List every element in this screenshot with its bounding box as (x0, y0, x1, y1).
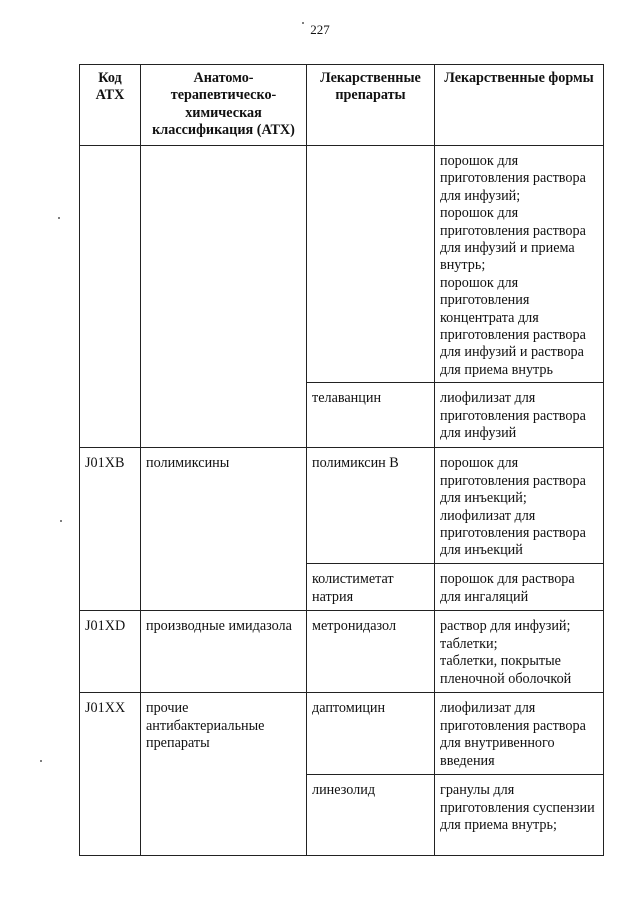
scan-speck (302, 22, 304, 24)
dosage-forms-cell (435, 693, 604, 775)
page-number: 227 (310, 22, 330, 37)
atx-classification-cell (141, 146, 307, 448)
atx-classification-cell: полимиксины (141, 448, 307, 611)
scan-speck (60, 520, 62, 522)
header-drugs: Лекарственные препараты (307, 65, 435, 146)
drug-name-cell: колистиметат натрия (307, 564, 435, 611)
dosage-form-item: порошок для приготовления раствора для инфузий; (440, 153, 586, 204)
dosage-form-item: раствор для инфузий; (440, 618, 571, 635)
dosage-forms-cell (435, 146, 604, 383)
table-row (80, 693, 604, 775)
atx-code-cell: J01XD (80, 611, 141, 693)
table-row (80, 146, 604, 383)
scan-speck (58, 217, 60, 219)
dosage-forms-cell (435, 383, 604, 448)
dosage-forms-cell (435, 448, 604, 564)
atx-classification-cell: производные имидазола (141, 611, 307, 693)
drug-name-cell: телаванцин (307, 383, 435, 448)
dosage-form-item: лиофилизат для приготовления раствора для внутривенного введения (440, 700, 586, 769)
atx-code-cell: J01XB (80, 448, 141, 611)
dosage-form-item: порошок для приготовления раствора для инъекций; (440, 455, 586, 507)
dosage-form-item: таблетки, покрытые пленочной оболочкой (440, 653, 572, 687)
dosage-forms-cell (435, 564, 604, 611)
dosage-form-item: порошок для раствора для ингаляций (440, 571, 575, 605)
dosage-form-item: лиофилизат для приготовления раствора для инъекций (440, 507, 586, 559)
dosage-forms-cell (435, 775, 604, 856)
header-classification: Анатомо-терапевтическо-химическая классификация (АТХ) (141, 65, 307, 146)
drug-name-cell: даптомицин (307, 693, 435, 775)
atx-code-cell (80, 146, 141, 448)
table-row (80, 611, 604, 693)
dosage-form-item: порошок для приготовления концентрата для приготовления раствора для инфузий и раствора для приема внутрь (440, 274, 586, 378)
table-row (80, 448, 604, 564)
header-forms: Лекарственные формы (435, 65, 604, 146)
dosage-form-item: таблетки; (440, 635, 498, 652)
drug-name-cell: линезолид (307, 775, 435, 856)
atx-drug-table (79, 64, 604, 856)
header-code: Код АТХ (80, 65, 141, 146)
drug-name-cell: полимиксин B (307, 448, 435, 564)
dosage-form-item: порошок для приготовления раствора для инфузий и приема внутрь; (440, 205, 586, 274)
scan-speck (40, 760, 42, 762)
atx-code-cell: J01XX (80, 693, 141, 856)
drug-name-cell (307, 146, 435, 383)
dosage-forms-cell (435, 611, 604, 693)
dosage-form-item: лиофилизат для приготовления раствора для инфузий (440, 390, 586, 442)
table-header-row (80, 65, 604, 146)
dosage-form-item: гранулы для приготовления суспензии для приема внутрь; (440, 782, 595, 834)
drug-name-cell: метронидазол (307, 611, 435, 693)
atx-classification-cell: прочие антибактериальные препараты (141, 693, 307, 856)
